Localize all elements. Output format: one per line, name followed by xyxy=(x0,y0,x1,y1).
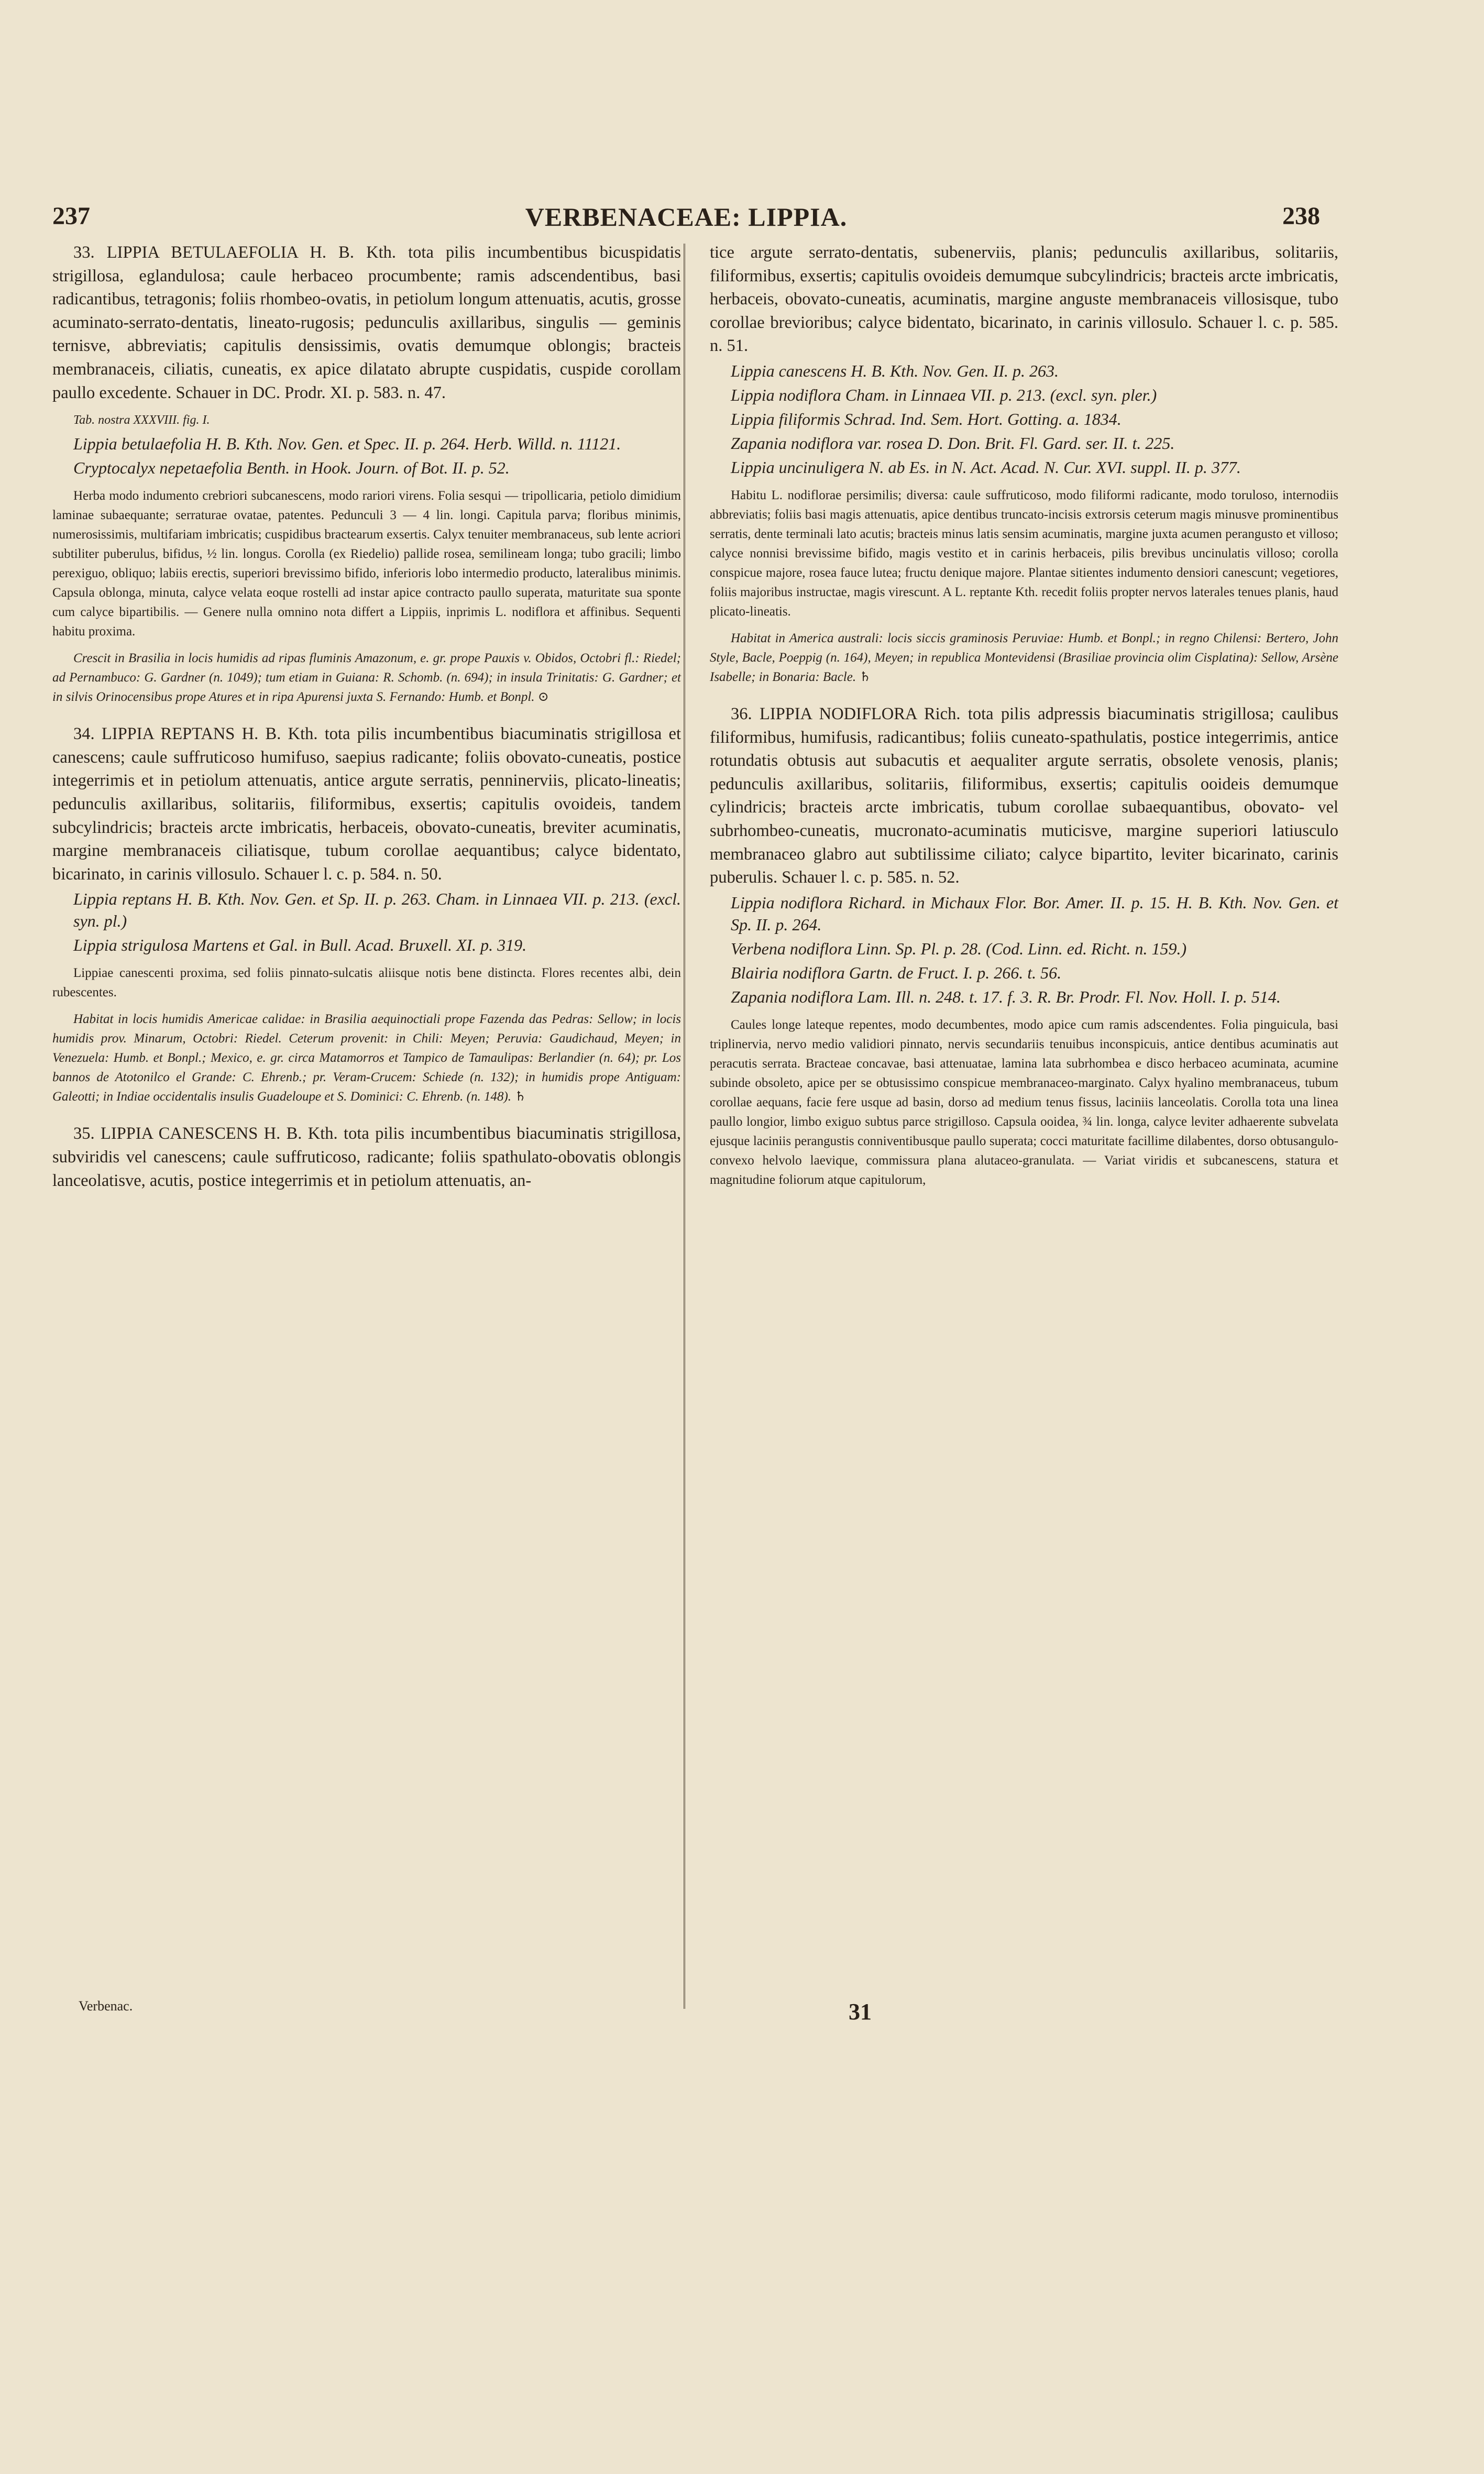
species-33-description: Herba modo indumento crebriori subcanescens, modo rariori virens. Folia sesqui — tripollicaria, petiolo dimidium laminae subaequante; serraturae ovatae, patentes. Pedunculi 3 — 4 lin. longi. Capitula parva; floribus minimis, numerosissimis, multifariam imbricatis; cuspidibus bractearum exsertis. Calyx tenuiter membranaceus, sub lente acriori subtiliter puberulus, bifidus, ½ lin. longus. Corolla (ex Riedelio) pallide rosea, semilineam longa; tubo gracili; limbo perexiguo, obliquo; labiis erectis, superiori brevissimo bifido, inferioris lobo intermedio producto, lateralibus minimis. Capsula oblonga, minuta, calyce velata eoque rostelli ad instar apice contracto paullo superata, maturitate sua sponte cum calyce bipartibilis. — Genere nulla omnino nota differt a Lippiis, inprimis L. nodiflora et affinibus. Sequenti habitu proxima. xyxy=(52,489,681,639)
species-36-synonym: Verbena nodiflora Linn. Sp. Pl. p. 28. (Cod. Linn. ed. Richt. n. 159.) xyxy=(731,939,1187,958)
page-number-left: 237 xyxy=(52,202,90,230)
column-divider xyxy=(684,244,685,2009)
species-35-diagnosis-continued: tice argute serrato-dentatis, subenerviis, planis; pedunculis axillaribus, solitariis, filiformibus, exsertis; capitulis ovoideis demumque subcylindricis; bracteis arcte imbricatis, herbaceis, obovato-cuneatis, acuminatis, margine anguste membranaceis villosisque, tubo corollae brevioribus; calyce bidentato, bicarinato, in carinis villosulo. Schauer l. c. p. 585. n. 51. xyxy=(710,243,1338,356)
species-34-description: Lippiae canescenti proxima, sed foliis pinnato-sulcatis aliisque notis bene distincta. Flores recentes albi, dein rubescentes. xyxy=(52,966,681,1000)
species-33-diagnosis: 33. LIPPIA BETULAEFOLIA H. B. Kth. tota pilis incumbentibus bicuspidatis strigillosa, eglandulosa; caule herbaceo procumbente; ramis adscendentibus, basi radicantibus, tetragonis; foliis rhombeo-ovatis, in petiolum longum attenuatis, acutis, grosse acuminato-serrato-dentatis, lineato-rugosis; pedunculis axillaribus, singulis — geminis ternisve, abbreviatis; capitulis densissimis, ovatis demumque oblongis; bracteis membranaceis, ciliatis, cuneatis, ex apice dilatato abrupte cuspidatis, cuspide corollam paullo excedente. Schauer in DC. Prodr. XI. p. 583. n. 47. xyxy=(52,243,681,402)
species-34-synonym: Lippia reptans H. B. Kth. Nov. Gen. et Sp. II. p. 263. Cham. in Linnaea VII. p. 213. (excl. syn. pl.) xyxy=(73,889,681,931)
species-36-synonym: Blairia nodiflora Gartn. de Fruct. I. p. 266. t. 56. xyxy=(731,963,1062,982)
species-35-synonym: Lippia filiformis Schrad. Ind. Sem. Hort. Gotting. a. 1834. xyxy=(731,409,1122,428)
species-35-habitat: Habitat in America australi: locis siccis graminosis Peruviae: Humb. et Bonpl.; in regno Chilensi: Bertero, John Style, Bacle, Poeppig (n. 164), Meyen; in republica Montevidensi (Brasiliae provincia olim Cisplatina): Sellow, Arsène Isabelle; in Bonaria: Bacle. ♄ xyxy=(710,631,1338,684)
signature-mark: 31 xyxy=(849,1999,872,2025)
species-35-diagnosis: 35. LIPPIA CANESCENS H. B. Kth. tota pilis incumbentibus biacuminatis strigillosa, subviridis vel canescens; caule suffruticoso, radicante; foliis spathulato-obovatis oblongis lanceolatisve, acutis, postice integerrimis et in petiolum attenuatis, an- xyxy=(52,1124,681,1190)
left-column xyxy=(52,241,681,1192)
species-36-synonym: Zapania nodiflora Lam. Ill. n. 248. t. 17. f. 3. R. Br. Prodr. Fl. Nov. Holl. I. p. 514. xyxy=(731,987,1281,1006)
species-36-description: Caules longe lateque repentes, modo decumbentes, modo apice cum ramis adscendentes. Folia pinguicula, basi triplinervia, nervo medio validiori pinnato, nervis secundariis tenuibus inconspicuis, antice dentibus acuminatis aut peracutis serrata. Bracteae concavae, basi attenuatae, lamina lata subrhombea e disco herbaceo acuminata, acumine subinde obsoleto, apice per se obtusissimo conspicue membranaceo-marginato. Calyx hyalino membranaceus, tubum corollae aequans, facie fere usque ad basin, dorso ad medium tenus fissus, laciniis lanceolatis. Corolla tota una linea paullo longior, limbo exiguo subtus parce strigilloso. Capsula ooidea, ¾ lin. longa, calyce leviter adhaerente subvelata ejusque laciniis perangustis conniventibusque paullo superata; cocci maturitate facillime dilabentes, dorso obtusangulo-convexo helvolo laevique, commissura plana alutaceo-granulata. — Variat viridis et subcanescens, statura et magnitudine foliorum atque capitulorum, xyxy=(710,1017,1338,1187)
species-33-synonym: Lippia betulaefolia H. B. Kth. Nov. Gen. et Spec. II. p. 264. Herb. Willd. n. 11121. xyxy=(73,434,621,454)
species-36-diagnosis: 36. LIPPIA NODIFLORA Rich. tota pilis adpressis biacuminatis strigillosa; caulibus filiformibus, humifusis, radicantibus; foliis cuneato-spathulatis, postice integerrimis, antice rotundatis obtusis aut subacutis et aequaliter argute serratis, obsolete venosis, planis; pedunculis axillaribus, solitariis, filiformibus, exsertis; capitulis ooideis demumque cylindricis; bracteis arcte imbricatis, tubum corollae subaequantibus, obovato- vel subrhombeo-cuneatis, mucronato-acuminatis muticisve, margine superiori latiusculo membranaceo glabro aut subtilissime ciliato; calyce bipartito, leviter bicarinato, carinis puberulis. Schauer l. c. p. 585. n. 52. xyxy=(710,704,1338,887)
species-35-synonym: Lippia uncinuligera N. ab Es. in N. Act. Acad. N. Cur. XVI. suppl. II. p. 377. xyxy=(731,457,1241,477)
species-33-plate-ref: Tab. nostra XXXVIII. fig. I. xyxy=(73,413,210,427)
right-column xyxy=(710,241,1338,1190)
species-35-description: Habitu L. nodiflorae persimilis; diversa: caule suffruticoso, modo filiformi radicante, modo toruloso, internodiis abbreviatis; foliis basi magis attenuatis, apice dentibus truncato-incisis extrorsis ceterum magis minusve prominentibus serratis, dente terminali lato acutis; bracteis minus latis sensim acuminatis, margine juxta acumen perangusto et villoso; calyce nonnisi brevissime bifido, magis vestito et in carinis herbaceis, pilis brevibus uncinulatis villoso; corolla conspicue majore, rosea fauce lutea; fructu denique majore. Plantae sitientes indumento densiori canescunt; vegetiores, foliis majoribus instructae, magis virescunt. A L. reptante Kth. recedit foliis propter nervos laterales tenues planis, haud plicato-lineatis. xyxy=(710,488,1338,619)
species-34-habitat: Habitat in locis humidis Americae calidae: in Brasilia aequinoctiali prope Fazenda das Pedras: Sellow; in locis humidis prov. Minarum, Octobri: Riedel. Ceterum provenit: in Chili: Meyen; Peruvia: Gaudichaud, Meyen; in Venezuela: Humb. et Bonpl.; Mexico, e. gr. circa Matamorros et Tampico de Tamaulipas: Berlandier (n. 64); pr. Los bannos de Atotonilco el Grande: C. Ehrenb.; pr. Veram-Crucem: Schiede (n. 132); in humidis prope Antiguam: Galeotti; in Indiae occidentalis insulis Guadeloupe et S. Dominici: C. Ehrenb. (n. 148). ♄ xyxy=(52,1012,681,1104)
species-35-synonym: Lippia canescens H. B. Kth. Nov. Gen. II. p. 263. xyxy=(731,361,1059,380)
species-33-habitat: Crescit in Brasilia in locis humidis ad ripas fluminis Amazonum, e. gr. prope Pauxis v. Obidos, Octobri fl.: Riedel; ad Pernambuco: G. Gardner (n. 1049); tum etiam in Guiana: R. Schomb. (n. 694); in insula Trinitatis: G. Gardner; et in silvis Orinocensibus prope Atures et in ripa Apurensi juxta S. Fernando: Humb. et Bonpl. ⊙ xyxy=(52,651,681,705)
species-34-diagnosis: 34. LIPPIA REPTANS H. B. Kth. tota pilis incumbentibus biacuminatis strigillosa et canescens; caule suffruticoso humifuso, saepius radicante; foliis obovato-cuneatis, postice integerrimis et in petiolum attenuatis, antice argute serratis, penninerviis, plicato-lineatis; pedunculis axillaribus, solitariis, filiformibus, exsertis; capitulis ovoideis, tandem subcylindricis; bracteis arcte imbricatis, herbaceis, obovato-cuneatis, breviter acuminatis, margine membranaceis ciliatisque, tubum corollae aequantibus; calyce bidentato, bicarinato, in carinis villosulo. Schauer l. c. p. 584. n. 50. xyxy=(52,724,681,884)
species-34-synonym: Lippia strigulosa Martens et Gal. in Bull. Acad. Bruxell. XI. p. 319. xyxy=(73,936,527,955)
species-35-synonym: Zapania nodiflora var. rosea D. Don. Brit. Fl. Gard. ser. II. t. 225. xyxy=(731,433,1175,453)
running-title: VERBENACEAE: LIPPIA. xyxy=(525,202,848,232)
species-33-synonym: Cryptocalyx nepetaefolia Benth. in Hook. Journ. of Bot. II. p. 52. xyxy=(73,458,510,478)
species-36-synonym: Lippia nodiflora Richard. in Michaux Flor. Bor. Amer. II. p. 15. H. B. Kth. Nov. Gen. et Sp. II. p. 264. xyxy=(731,893,1338,934)
species-35-synonym: Lippia nodiflora Cham. in Linnaea VII. p. 213. (excl. syn. pler.) xyxy=(731,385,1157,404)
footer-note: Verbenac. xyxy=(79,1998,133,2014)
page-number-right: 238 xyxy=(1282,202,1320,230)
